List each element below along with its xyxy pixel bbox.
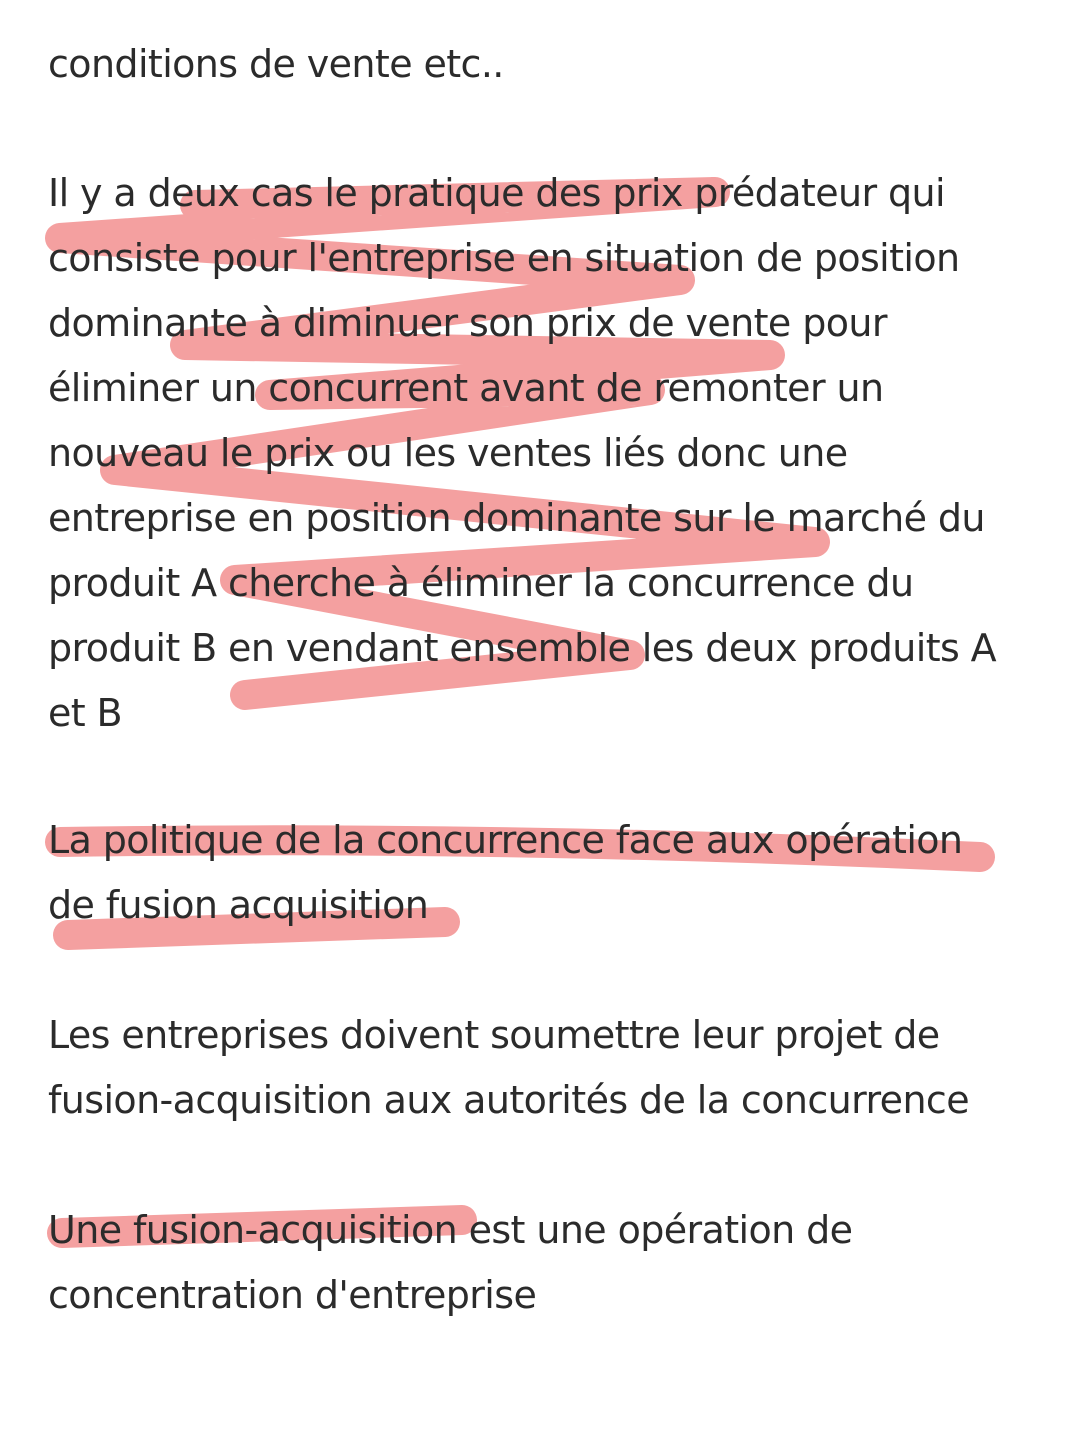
text-line-predatory-5: nouveau le prix ou les ventes liés donc une — [48, 431, 848, 475]
text-line-predatory-7: produit A cherche à éliminer la concurrence du — [48, 561, 914, 605]
text-line-intro: conditions de vente etc.. — [48, 42, 504, 86]
text-line-predatory-8: produit B en vendant ensemble les deux produits A — [48, 626, 997, 670]
section-heading-line-2: de fusion acquisition — [48, 883, 429, 927]
text-line-predatory-3: dominante à diminuer son prix de vente pour — [48, 301, 887, 345]
text-line-definition-1: Une fusion-acquisition est une opération de — [48, 1208, 853, 1252]
text-line-definition-2: concentration d'entreprise — [48, 1273, 537, 1317]
text-line-predatory-2: consiste pour l'entreprise en situation de position — [48, 236, 960, 280]
text-line-submit-1: Les entreprises doivent soumettre leur projet de — [48, 1013, 940, 1057]
text-line-predatory-6: entreprise en position dominante sur le marché du — [48, 496, 985, 540]
text-line-predatory-1: Il y a deux cas le pratique des prix prédateur qui — [48, 171, 945, 215]
text-line-submit-2: fusion-acquisition aux autorités de la concurrence — [48, 1078, 970, 1122]
text-line-predatory-9: et B — [48, 691, 123, 735]
text-line-predatory-4: éliminer un concurrent avant de remonter un — [48, 366, 884, 410]
section-heading-line-1: La politique de la concurrence face aux opération — [48, 818, 963, 862]
